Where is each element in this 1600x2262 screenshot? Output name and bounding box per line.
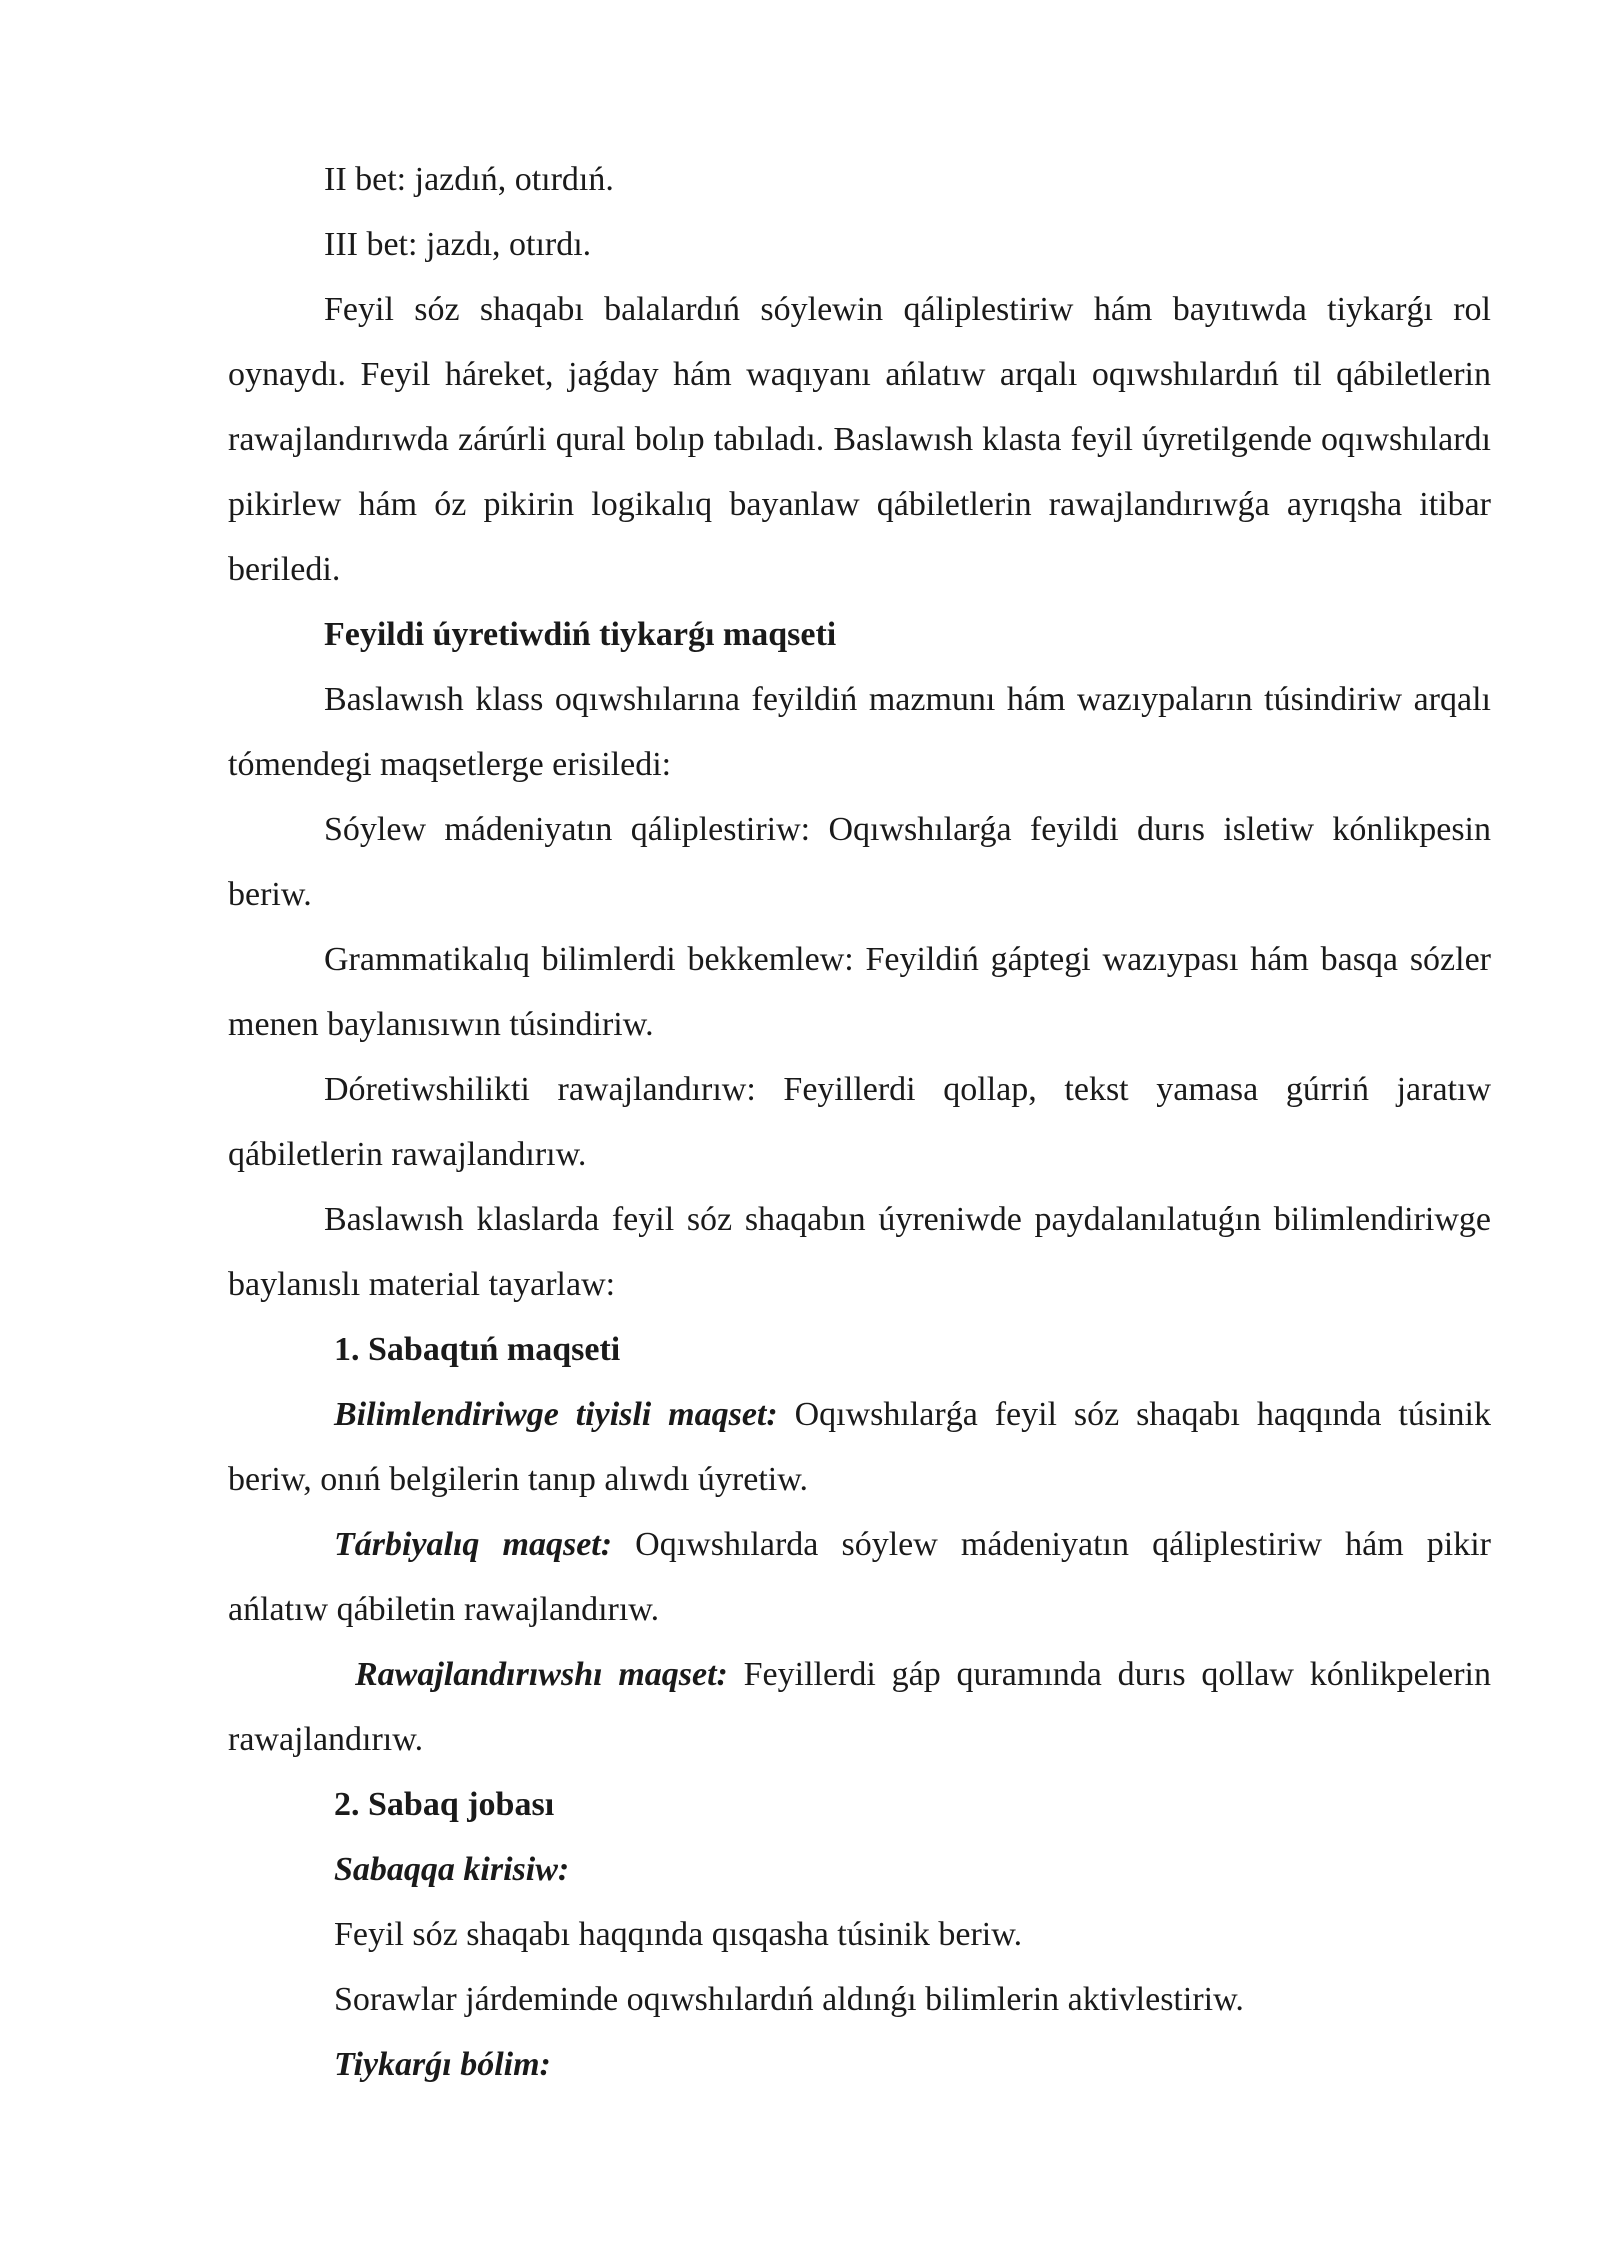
educational-goal-label: Bilimlendiriwge tiyisli maqset: (334, 1396, 778, 1433)
intro-line-1: Feyil sóz shaqabı haqqında qısqasha túsinik beriw. (334, 1916, 1023, 1953)
upbringing-goal-paragraph (228, 1512, 1491, 1642)
developmental-goal-paragraph (228, 1642, 1491, 1772)
line-iii-bet: III bet: jazdı, otırdı. (324, 226, 592, 263)
intro-label: Sabaqqa kirisiw: (334, 1851, 570, 1888)
material-intro-paragraph: Baslawısh klaslarda feyil sóz shaqabın úyreniwde paydalanılatuǵın bilimlendiriwge baylanıslı material tayarlaw: (228, 1201, 1491, 1303)
goal-paragraph-2: Grammatikalıq bilimlerdi bekkemlew: Feyildiń gáptegi wazıypası hám basqa sózler menen baylanısıwın túsindiriw. (228, 941, 1491, 1043)
section-1-title: 1. Sabaqtıń maqseti (334, 1331, 621, 1368)
intro-paragraph: Feyil sóz shaqabı balalardıń sóylewin qáliplestiriw hám bayıtıwda tiykarǵı rol oynaydı. Feyil háreket, jaǵday hám waqıyanı ańlatıw arqalı oqıwshılardıń til qábiletlerin rawajlandırıwda zárúrli qural bolıp tabıladı. Baslawısh klasta feyil úyretilgende oqıwshılardı pikirlew hám óz pikirin logikalıq bayanlaw qábiletlerin rawajlandırıwǵa ayrıqsha itibar beriledi. (228, 291, 1491, 588)
section-1-heading (228, 1317, 1491, 1382)
upbringing-goal-label: Tárbiyalıq maqset: (334, 1526, 613, 1563)
line-ii-bet: II bet: jazdıń, otırdıń. (324, 161, 614, 198)
developmental-goal-label: Rawajlandırıwshı maqset: (355, 1656, 728, 1693)
goal-paragraph-1: Sóylew mádeniyatın qáliplestiriw: Oqıwshılarǵa feyildi durıs isletiw kónlikpesin beriw. (228, 811, 1491, 913)
goals-intro-paragraph: Baslawısh klass oqıwshılarına feyildiń mazmunı hám wazıypaların túsindiriw arqalı tómendegi maqsetlerge erisiledi: (228, 681, 1491, 783)
main-part-label: Tiykarǵı bólim: (334, 2046, 551, 2083)
developmental-goal-text: Feyillerdi gáp quramında durıs qollaw kónlikpelerin rawajlandırıw. (228, 1656, 1491, 1758)
main-part-label-line (228, 2032, 1491, 2097)
heading-main (228, 602, 1491, 667)
upbringing-goal-text: Oqıwshılarda sóylew mádeniyatın qáliplestiriw hám pikir ańlatıw qábiletin rawajlandırıw. (228, 1526, 1492, 1628)
section-2-heading (228, 1772, 1491, 1837)
section-2-title: 2. Sabaq jobası (334, 1786, 555, 1823)
educational-goal-text: Oqıwshılarǵa feyil sóz shaqabı haqqında túsinik beriw, onıń belgilerin tanıp alıwdı úyretiw. (228, 1396, 1491, 1498)
goal-paragraph-3: Dóretiwshilikti rawajlandırıw: Feyillerdi qollap, tekst yamasa gúrriń jaratıw qábiletlerin rawajlandırıw. (228, 1071, 1491, 1173)
heading-main-text: Feyildi úyretiwdiń tiykarǵı maqseti (324, 616, 837, 653)
intro-line-2: Sorawlar járdeminde oqıwshılardıń aldınǵı bilimlerin aktivlestiriw. (334, 1981, 1244, 2018)
educational-goal-paragraph (228, 1382, 1491, 1512)
intro-label-line (228, 1837, 1491, 1902)
